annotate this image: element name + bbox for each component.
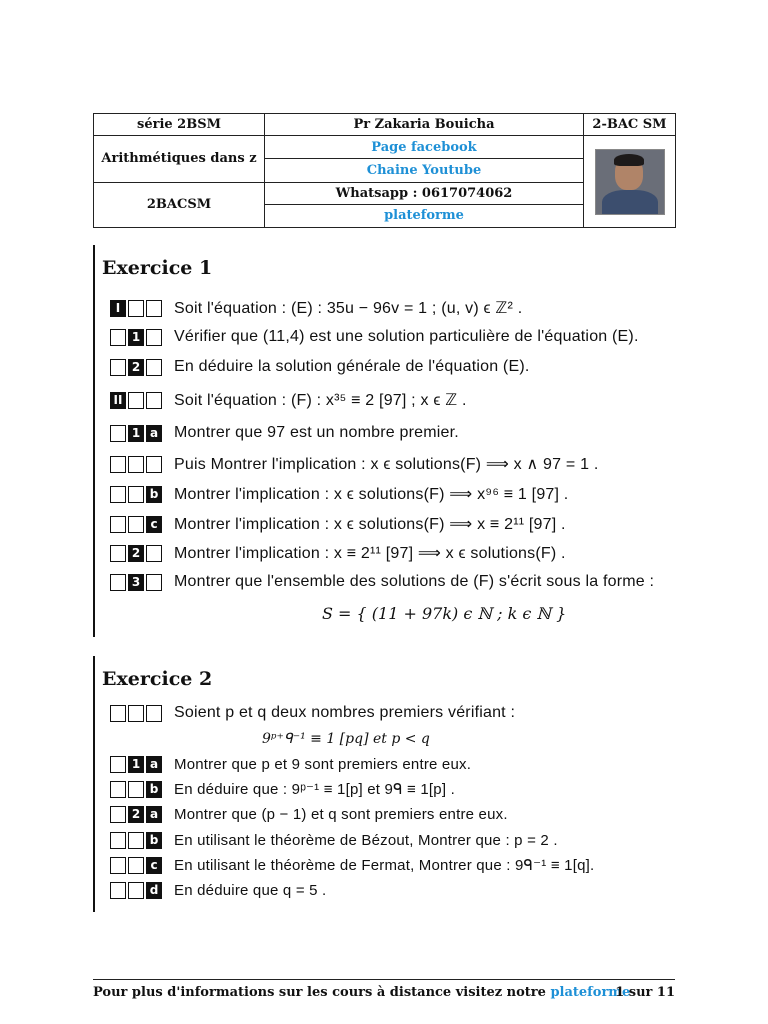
question-marker-box (110, 425, 126, 442)
level-label: 2-BAC SM (584, 114, 676, 136)
subject-label: Arithmétiques dans z (94, 136, 265, 182)
ex1-question-row (110, 484, 568, 504)
ex1-question-row (110, 298, 522, 318)
question-text: Montrer que (p − 1) et q sont premiers entre eux. (174, 806, 508, 823)
footer-divider (93, 979, 675, 980)
question-text: Montrer l'implication : x ϵ solutions(F) ⟹ x⁹⁶ ≡ 1 [97] . (174, 486, 569, 503)
ex1-question-row (110, 424, 459, 442)
question-text: En déduire la solution générale de l'équation (E). (174, 358, 530, 375)
question-text: En utilisant le théorème de Bézout, Montrer que : p = 2 . (174, 832, 558, 849)
question-marker-box: b (146, 486, 162, 503)
ex2-question-row (110, 806, 508, 823)
ex1-question-row (110, 328, 639, 346)
question-marker-box: II (110, 392, 126, 409)
ex1-question-row (110, 514, 566, 534)
ex2-question-row (110, 756, 471, 773)
footer (93, 985, 675, 1000)
question-text: En déduire que : 9ᵖ⁻¹ ≡ 1[p] et 9ᑫ ≡ 1[p] . (174, 781, 455, 798)
platform-link[interactable]: plateforme (265, 204, 584, 227)
question-marker-box: a (146, 756, 162, 773)
ex1-question-row (110, 358, 530, 376)
ex1-question-row (110, 573, 654, 591)
question-marker-box (146, 574, 162, 591)
question-marker-box: 2 (128, 806, 144, 823)
ex2-question-row (110, 780, 455, 798)
question-marker-box (110, 545, 126, 562)
question-marker-box (128, 857, 144, 874)
question-marker-box (110, 574, 126, 591)
question-marker-box: 3 (128, 574, 144, 591)
exercise-1-bar (93, 245, 95, 637)
question-marker-box (110, 516, 126, 533)
question-marker-box: I (110, 300, 126, 317)
ex2-question-row (110, 882, 326, 899)
ex2-intro-text: Soient p et q deux nombres premiers vérifiant : (174, 704, 516, 721)
ex2-question-row (110, 856, 594, 874)
question-marker-box: c (146, 516, 162, 533)
question-marker-box: 1 (128, 425, 144, 442)
facebook-link[interactable]: Page facebook (265, 136, 584, 159)
question-marker-box (146, 392, 162, 409)
question-marker-box (128, 781, 144, 798)
question-marker-box (110, 756, 126, 773)
ex2-intro (110, 704, 515, 722)
question-marker-box (110, 456, 126, 473)
question-marker-box: c (146, 857, 162, 874)
teacher-name: Pr Zakaria Bouicha (265, 114, 584, 136)
ex1-question-row (110, 543, 566, 563)
ex1-question-row (110, 390, 467, 410)
question-marker-box (128, 392, 144, 409)
question-marker-box (146, 545, 162, 562)
question-marker-box (110, 486, 126, 503)
question-marker-box: 2 (128, 545, 144, 562)
exercise-2-bar (93, 656, 95, 912)
question-marker-box: 2 (128, 359, 144, 376)
ex2-condition: 9ᵖ⁺ᑫ⁻¹ ≡ 1 [pq] et p < q (262, 731, 430, 747)
question-marker-box (110, 857, 126, 874)
teacher-photo (595, 149, 665, 215)
question-text: Puis Montrer l'implication : x ϵ solutions(F) ⟹ x ∧ 97 = 1 . (174, 456, 599, 473)
question-marker-box (128, 486, 144, 503)
question-marker-box: a (146, 425, 162, 442)
question-marker-box (146, 329, 162, 346)
footer-text: Pour plus d'informations sur les cours à distance visitez notre (93, 985, 546, 1000)
question-marker-box: a (146, 806, 162, 823)
question-marker-box (110, 806, 126, 823)
question-text: Montrer que 97 est un nombre premier. (174, 424, 459, 441)
question-marker-box (128, 832, 144, 849)
question-marker-box (146, 456, 162, 473)
teacher-photo-cell (584, 136, 676, 228)
whatsapp-contact: Whatsapp : 0617074062 (265, 182, 584, 204)
question-text: Soit l'équation : (E) : 35u − 96v = 1 ; (u, v) ϵ ℤ² . (174, 300, 523, 317)
question-marker-box (128, 882, 144, 899)
question-marker-box (146, 300, 162, 317)
question-marker-box (128, 456, 144, 473)
youtube-link[interactable]: Chaine Youtube (265, 159, 584, 182)
question-marker-box (110, 781, 126, 798)
question-marker-box: 1 (128, 329, 144, 346)
question-marker-box (146, 359, 162, 376)
question-text: Montrer l'implication : x ≡ 2¹¹ [97] ⟹ x ϵ solutions(F) . (174, 545, 566, 562)
exercise-2-title: Exercice 2 (102, 668, 213, 690)
question-text: Soit l'équation : (F) : x³⁵ ≡ 2 [97] ; x ϵ ℤ . (174, 392, 467, 409)
footer-platform-link[interactable]: plateforme (550, 985, 631, 1000)
ex1-question-row (110, 454, 598, 474)
question-marker-box: b (146, 832, 162, 849)
question-marker-box (110, 882, 126, 899)
solution-set: S = { (11 + 97k) ϵ ℕ ; k ϵ ℕ } (322, 604, 567, 623)
page-number: 1 sur 11 (615, 985, 675, 1000)
question-marker-box: d (146, 882, 162, 899)
question-marker-box (110, 329, 126, 346)
question-text: Montrer l'implication : x ϵ solutions(F) ⟹ x ≡ 2¹¹ [97] . (174, 516, 566, 533)
exercise-1-title: Exercice 1 (102, 257, 213, 279)
serie-label: série 2BSM (94, 114, 265, 136)
question-text: En déduire que q = 5 . (174, 882, 327, 899)
class-label: 2BACSM (94, 182, 265, 227)
header-table (93, 113, 676, 228)
question-text: Vérifier que (11,4) est une solution particulière de l'équation (E). (174, 328, 639, 345)
question-text: Montrer que l'ensemble des solutions de (F) s'écrit sous la forme : (174, 573, 655, 590)
question-marker-box (110, 832, 126, 849)
question-text: Montrer que p et 9 sont premiers entre eux. (174, 756, 472, 773)
question-marker-box (110, 359, 126, 376)
question-marker-box (128, 300, 144, 317)
question-text: En utilisant le théorème de Fermat, Montrer que : 9ᑫ⁻¹ ≡ 1[q]. (174, 857, 595, 874)
question-marker-box (128, 516, 144, 533)
question-marker-box: b (146, 781, 162, 798)
ex2-question-row (110, 832, 558, 849)
question-marker-box: 1 (128, 756, 144, 773)
